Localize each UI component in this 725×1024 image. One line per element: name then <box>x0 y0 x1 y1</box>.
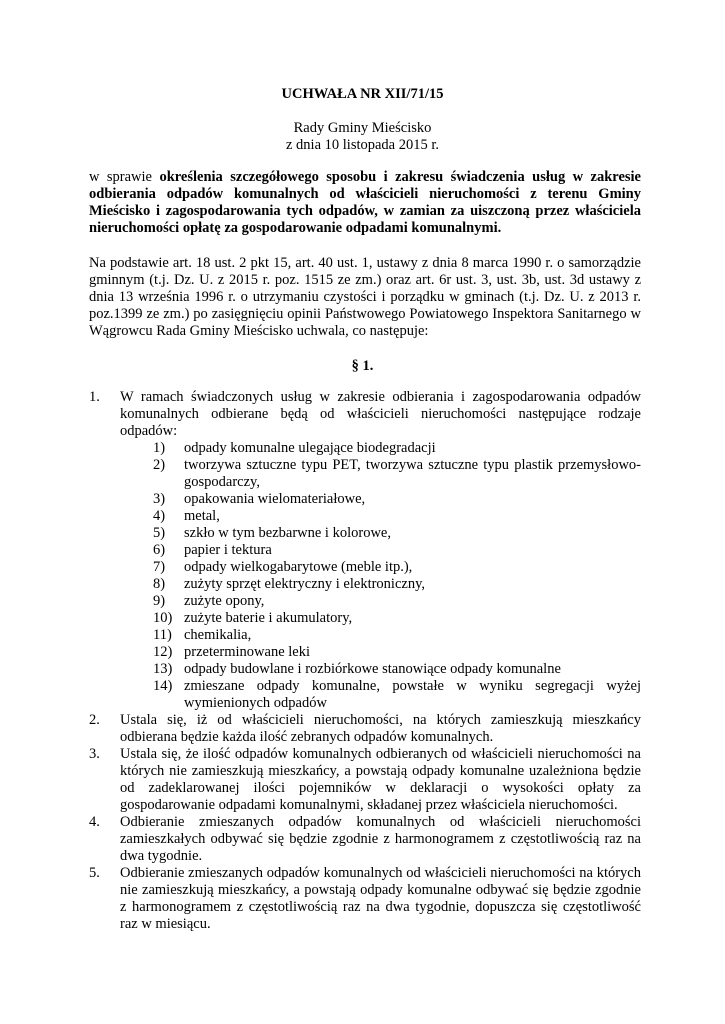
list-item <box>153 508 641 525</box>
item-text: szkło w tym bezbarwne i kolorowe, <box>184 525 391 541</box>
list-item <box>89 746 641 814</box>
list-item <box>153 491 641 508</box>
waste-types-list <box>153 440 641 712</box>
item-number: 3) <box>153 491 166 507</box>
item-text: zużyte opony, <box>184 593 265 609</box>
item-text: opakowania wielomateriałowe, <box>184 491 366 507</box>
item-text: odpady budowlane i rozbiórkowe stanowiące odpady komunalne <box>184 661 561 677</box>
item-number: 4. <box>89 814 100 830</box>
item-text: przeterminowane leki <box>184 644 311 660</box>
resolution-title: UCHWAŁA NR XII/71/15 <box>281 86 444 102</box>
item-number: 8) <box>153 576 166 592</box>
list-item <box>153 593 641 610</box>
item-text: tworzywa sztuczne typu PET, tworzywa sztuczne typu plastik przemysłowo-gospodarczy, <box>184 457 641 490</box>
provisions-list <box>89 389 641 933</box>
resolution-date: z dnia 10 listopada 2015 r. <box>285 137 440 153</box>
list-item <box>153 678 641 712</box>
legal-basis: Na podstawie art. 18 ust. 2 pkt 15, art. 40 ust. 1, ustawy z dnia 8 marca 1990 r. o samorządzie gminnym (t.j. Dz. U. z 2015 r. poz. 1515 ze zm.) oraz art. 6r ust. 3, ust. 3b, ust. 3d ustawy z dnia 13 września 1996 r. o utrzymaniu czystości i porządku w gminach (t.j. Dz. U. z 2013 r. poz.1399 ze zm.) po zasięgnięciu opinii Państwowego Powiatowego Inspektora Sanitarnego w Wągrowcu Rada Gminy Mieścisko uchwala, co następuje: <box>89 255 641 339</box>
issuing-body: Rady Gminy Mieścisko <box>293 120 432 136</box>
list-item <box>89 865 641 933</box>
item-number: 13) <box>153 661 173 677</box>
item-number: 11) <box>153 627 172 643</box>
list-item <box>153 610 641 627</box>
item-number: 1. <box>89 389 100 405</box>
item-text: W ramach świadczonych usług w zakresie odbierania i zagospodarowania odpadów komunalnych odbierane będą od właścicieli nieruchomości następujące rodzaje odpadów: <box>120 389 641 439</box>
item-text: Ustala się, że ilość odpadów komunalnych odbieranych od właścicieli nieruchomości na których nie zamieszkują mieszkańcy, a powstają odpady komunalne uzależniona będzie od zadeklarowanej ilości pojemników w deklaracji o wysokości opłaty za gospodarowanie odpadami komunalnymi, składanej przez właściciela nieruchomości. <box>120 746 641 813</box>
list-item <box>89 712 641 746</box>
list-item <box>89 389 641 712</box>
list-item <box>153 644 641 661</box>
item-number: 3. <box>89 746 100 762</box>
item-text: metal, <box>184 508 220 524</box>
item-number: 5) <box>153 525 166 541</box>
resolution-subject <box>89 169 641 237</box>
item-text: zmieszane odpady komunalne, powstałe w wyniku segregacji wyżej wymienionych odpadów <box>184 678 641 711</box>
item-number: 4) <box>153 508 166 524</box>
item-number: 14) <box>153 678 173 694</box>
list-item <box>153 576 641 593</box>
item-number: 2. <box>89 712 100 728</box>
paragraph-mark: § 1. <box>351 358 374 374</box>
subject-text: określenia szczegółowego sposobu i zakresu świadczenia usług w zakresie odbierania odpadów komunalnych od właścicieli nieruchomości z terenu Gminy Mieścisko i zagospodarowania tych odpadów, w zamian za uiszczoną przez właściciela nieruchomości opłatę za gospodarowanie odpadami komunalnymi. <box>89 169 641 236</box>
list-item <box>153 440 641 457</box>
item-text: Ustala się, iż od właścicieli nieruchomości, na których zamieszkują mieszkańcy odbierana będzie każda ilość zebranych odpadów komunalnych. <box>120 712 641 745</box>
item-text: papier i tektura <box>184 542 272 558</box>
list-item <box>153 525 641 542</box>
item-number: 7) <box>153 559 166 575</box>
item-text: odpady komunalne ulegające biodegradacji <box>184 440 436 456</box>
list-item <box>153 627 641 644</box>
item-text: zużyty sprzęt elektryczny i elektroniczny, <box>184 576 426 592</box>
list-item <box>153 559 641 576</box>
list-item <box>153 457 641 491</box>
item-number: 10) <box>153 610 173 626</box>
list-item <box>153 542 641 559</box>
item-text: Odbieranie zmieszanych odpadów komunalnych od właścicieli nieruchomości na których nie zamieszkują mieszkańcy, a powstają odpady komunalne odbywać się będzie zgodnie z harmonogramem z częstotliwością raz na dwa tygodnie, dopuszcza się częstotliwość raz w miesiącu. <box>120 865 641 932</box>
item-number: 1) <box>153 440 166 456</box>
item-number: 2) <box>153 457 166 473</box>
item-number: 5. <box>89 865 100 881</box>
list-item <box>153 661 641 678</box>
item-text: odpady wielkogabarytowe (meble itp.), <box>184 559 413 575</box>
subject-prefix: w sprawie <box>89 169 160 185</box>
item-number: 9) <box>153 593 166 609</box>
list-item <box>89 814 641 865</box>
item-text: Odbieranie zmieszanych odpadów komunalnych od właścicieli nieruchomości zamieszkałych odbywać się będzie zgodnie z harmonogramem z częstotliwością raz na dwa tygodnie. <box>120 814 641 864</box>
item-text: chemikalia, <box>184 627 252 643</box>
item-number: 12) <box>153 644 173 660</box>
item-text: zużyte baterie i akumulatory, <box>184 610 353 626</box>
item-number: 6) <box>153 542 166 558</box>
